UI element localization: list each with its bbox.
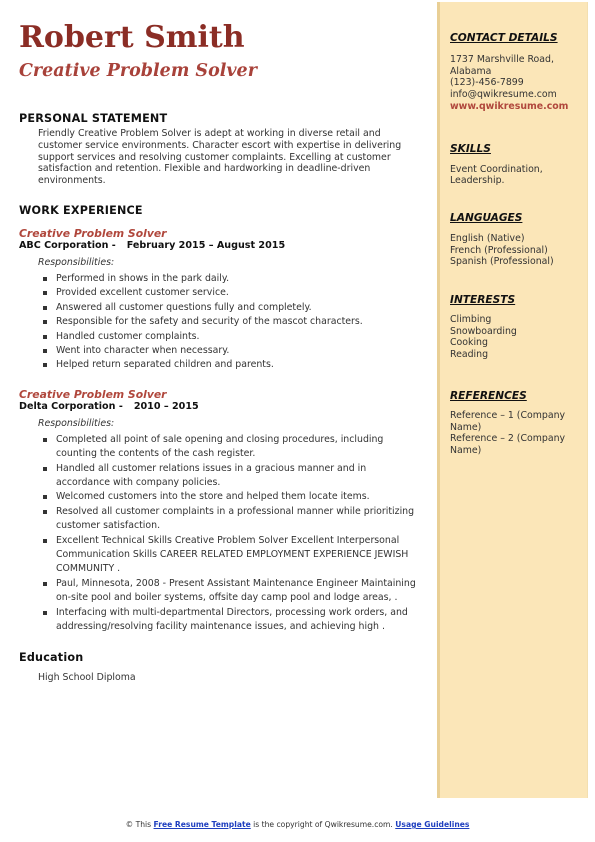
job-entry xyxy=(19,227,419,373)
contact-phone: (123)-456-7899 xyxy=(450,77,524,89)
footer xyxy=(0,820,595,829)
list-item: Welcomed customers into the store and helped them locate items. xyxy=(39,490,419,504)
interest-item: Snowboarding xyxy=(450,325,517,337)
education-section xyxy=(19,651,419,684)
list-item: Handled all customer relations issues in a gracious manner and in accordance with company policies. xyxy=(39,462,419,491)
education-degree: High School Diploma xyxy=(38,671,136,683)
candidate-name: Robert Smith xyxy=(19,20,245,55)
job-company: Delta Corporation - xyxy=(19,400,123,412)
main-column xyxy=(19,20,419,684)
list-item: Performed in shows in the park daily. xyxy=(39,272,419,286)
list-item: Provided excellent customer service. xyxy=(39,286,419,300)
list-item: Handled customer complaints. xyxy=(39,330,419,344)
sidebar-content xyxy=(450,32,585,457)
interests-heading: INTERESTS xyxy=(450,294,516,307)
contact-state: Alabama xyxy=(450,65,492,77)
job-company-line xyxy=(19,401,419,413)
contact-website-link[interactable]: www.qwikresume.com xyxy=(450,100,569,112)
footer-copyright-text: is the copyright of Qwikresume.com. xyxy=(253,820,393,829)
languages-heading: LANGUAGES xyxy=(450,211,523,224)
references-heading: REFERENCES xyxy=(450,389,527,402)
language-item: Spanish (Professional) xyxy=(450,256,554,268)
candidate-title: Creative Problem Solver xyxy=(19,61,257,81)
interests-section xyxy=(450,294,585,361)
reference-item: Reference – 2 (Company Name) xyxy=(450,433,566,456)
job-entry xyxy=(19,388,419,635)
education-heading: Education xyxy=(19,650,84,664)
languages-section xyxy=(450,212,585,268)
job-dates: February 2015 – August 2015 xyxy=(126,239,286,251)
list-item: Resolved all customer complaints in a professional manner while prioritizing customer satisfaction. xyxy=(39,505,419,534)
skills-text: Event Coordination, Leadership. xyxy=(450,163,543,187)
personal-statement-section xyxy=(19,112,419,187)
personal-statement-heading: PERSONAL STATEMENT xyxy=(19,112,168,125)
personal-statement-text: Friendly Creative Problem Solver is adept at working in diverse retail and customer service environments. Character escort with expertise in delivering support services and resolving customer complaints. Excelling at customer satisfaction and retention. Flexible and hardworking in deadline-driven environments. xyxy=(38,128,402,187)
list-item: Went into character when necessary. xyxy=(39,344,419,358)
responsibilities-label: Responsibilities: xyxy=(38,417,115,429)
responsibilities-list xyxy=(19,433,419,635)
skills-section xyxy=(450,143,585,187)
references-section xyxy=(450,390,585,457)
interest-item: Cooking xyxy=(450,337,488,349)
free-resume-template-link[interactable]: Free Resume Template xyxy=(153,820,251,829)
job-company: ABC Corporation - xyxy=(19,239,116,251)
list-item: Responsible for the safety and security of the mascot characters. xyxy=(39,315,419,329)
sidebar xyxy=(437,2,588,798)
job-title: Creative Problem Solver xyxy=(19,387,167,401)
interest-item: Reading xyxy=(450,349,489,361)
list-item: Interfacing with multi-departmental Directors, processing work orders, and addressing/resolving facility maintenance issues, and achieving high . xyxy=(39,606,419,635)
contact-section xyxy=(450,32,585,113)
work-experience-heading: WORK EXPERIENCE xyxy=(19,203,143,217)
list-item: Paul, Minnesota, 2008 - Present Assistant Maintenance Engineer Maintaining on-site pool and boiler systems, offsite day camp pool and lodge areas, . xyxy=(39,577,419,606)
work-experience-section xyxy=(19,204,419,635)
job-dates: 2010 – 2015 xyxy=(133,400,199,412)
contact-email[interactable]: info@qwikresume.com xyxy=(450,89,557,101)
responsibilities-label: Responsibilities: xyxy=(38,256,115,268)
list-item: Completed all point of sale opening and closing procedures, including counting the contents of the cash register. xyxy=(39,433,419,462)
language-item: French (Professional) xyxy=(450,244,548,256)
job-company-line xyxy=(19,240,419,252)
usage-guidelines-link[interactable]: Usage Guidelines xyxy=(395,820,470,829)
language-item: English (Native) xyxy=(450,232,525,244)
job-title: Creative Problem Solver xyxy=(19,226,167,240)
contact-address: 1737 Marshville Road, xyxy=(450,54,554,65)
responsibilities-list xyxy=(19,272,419,373)
skills-heading: SKILLS xyxy=(450,142,491,155)
interest-item: Climbing xyxy=(450,314,492,326)
reference-item: Reference – 1 (Company Name) xyxy=(450,409,566,433)
list-item: Answered all customer questions fully and completely. xyxy=(39,301,419,315)
list-item: Excellent Technical Skills Creative Problem Solver Excellent Interpersonal Communication Skills CAREER RELATED EMPLOYMENT EXPERIENCE JEWISH COMMUNITY . xyxy=(39,534,419,577)
contact-heading: CONTACT DETAILS xyxy=(450,32,558,44)
list-item: Helped return separated children and parents. xyxy=(39,358,419,372)
footer-prefix: © This xyxy=(125,820,152,829)
